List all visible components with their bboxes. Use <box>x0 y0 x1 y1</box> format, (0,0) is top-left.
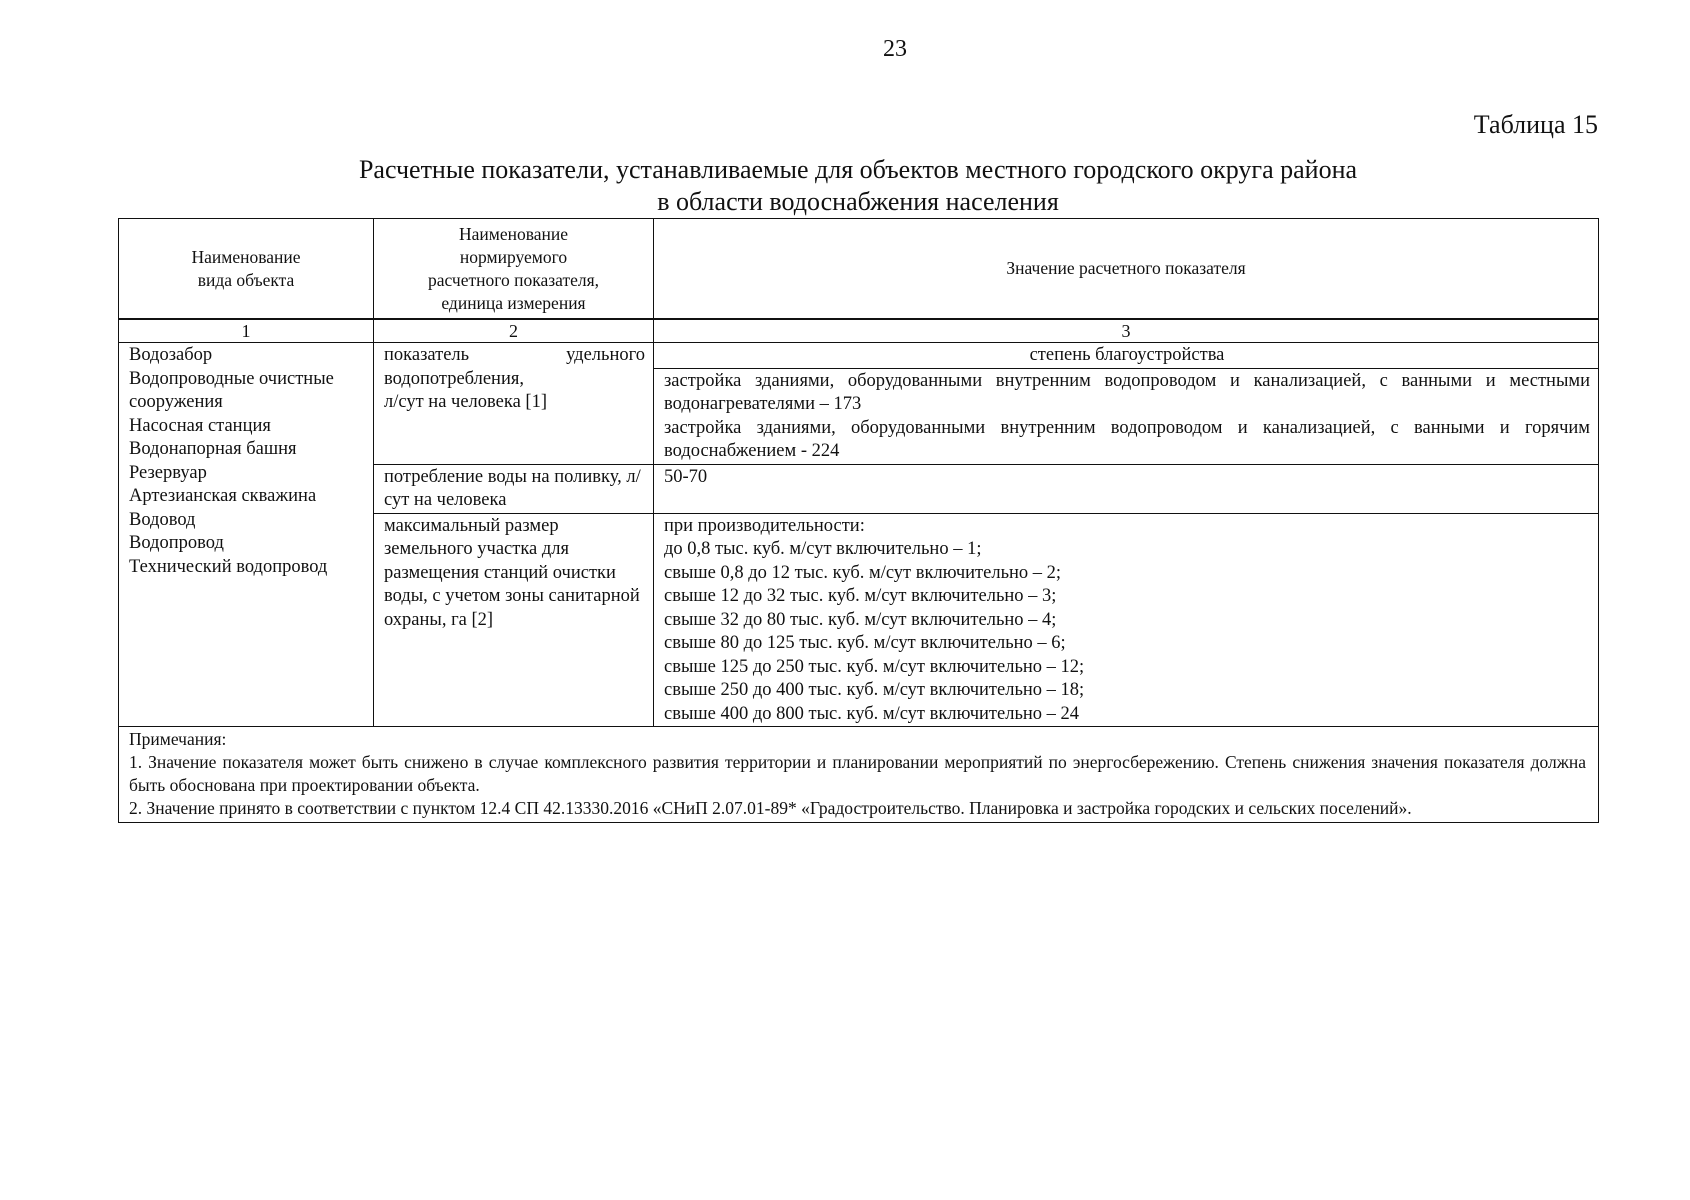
note-2: 2. Значение принято в соответствии с пунктом 12.4 СП 42.13330.2016 «СНиП 2.07.01-89* «Градостроительство. Планировка и застройка городских и сельских поселений». <box>129 798 1412 818</box>
table-label: Таблица 15 <box>1473 110 1598 139</box>
table-row-water-consumption <box>119 343 1599 369</box>
indicator-specific-consumption <box>374 343 654 465</box>
column-number-2: 2 <box>374 320 654 343</box>
indicator-first-line <box>384 344 645 368</box>
value-watering: 50-70 <box>654 464 1599 513</box>
table-title-line-2: в области водоснабжения населения <box>657 187 1059 216</box>
notes-heading: Примечания: <box>129 729 227 749</box>
notes-cell <box>119 727 1599 823</box>
page-number: 23 <box>883 36 907 62</box>
table-title <box>118 154 1598 218</box>
table-notes-row <box>119 727 1599 823</box>
indicator-word: удельного <box>566 345 645 365</box>
indicator-land-plot-size: максимальный размер земельного участка для размещения станций очистки воды, с учетом зоны санитарной охраны, га [2] <box>374 513 654 727</box>
value-improvement-levels: застройка зданиями, оборудованными внутренним водопроводом и канализацией, с ванными и местными водонагревателями – 173 застройка зданиями, оборудованными внутренним водопроводом и канализацией, с ванными и горячим водоснабжением - 224 <box>654 368 1599 464</box>
column-number-3: 3 <box>654 320 1599 343</box>
note-1: 1. Значение показателя может быть снижено в случае комплексного развития территории и планировании мероприятий по энергосбережению. Степень снижения значения показателя должна быть обоснована при проектировании объекта. <box>129 752 1586 795</box>
value-land-plot-size: при производительности: до 0,8 тыс. куб. м/сут включительно – 1; свыше 0,8 до 12 тыс. куб. м/сут включительно – 2; свыше 12 до 32 тыс. куб. м/сут включительно – 3; свыше 32 до 80 тыс. куб. м/сут включительно – 4; свыше 80 до 125 тыс. куб. м/сут включительно – 6; свыше 125 до 250 тыс. куб. м/сут включительно – 12; свыше 250 до 400 тыс. куб. м/сут включительно – 18; свыше 400 до 800 тыс. куб. м/сут включительно – 24 <box>654 513 1599 727</box>
column-number-1: 1 <box>119 320 374 343</box>
header-indicator-value: Значение расчетного показателя <box>654 219 1599 319</box>
indicator-word: показатель <box>384 345 470 365</box>
indicators-table <box>118 218 1599 823</box>
column-number-row <box>119 320 1599 343</box>
indicator-watering: потребление воды на поливку, л/сут на человека <box>374 464 654 513</box>
object-types-cell: Водозабор Водопроводные очистные сооружения Насосная станция Водонапорная башня Резервуар Артезианская скважина Водовод Водопровод Технический водопровод <box>119 343 374 727</box>
header-indicator-name: Наименование нормируемого расчетного показателя, единица измерения <box>374 219 654 319</box>
table-header-row <box>119 219 1599 319</box>
header-object-type: Наименование вида объекта <box>119 219 374 319</box>
indicator-rest: водопотребления, л/сут на человека [1] <box>384 368 547 412</box>
value-heading-improvement: степень благоустройства <box>654 343 1599 369</box>
table-title-line-1: Расчетные показатели, устанавливаемые для объектов местного городского округа района <box>358 155 1358 184</box>
